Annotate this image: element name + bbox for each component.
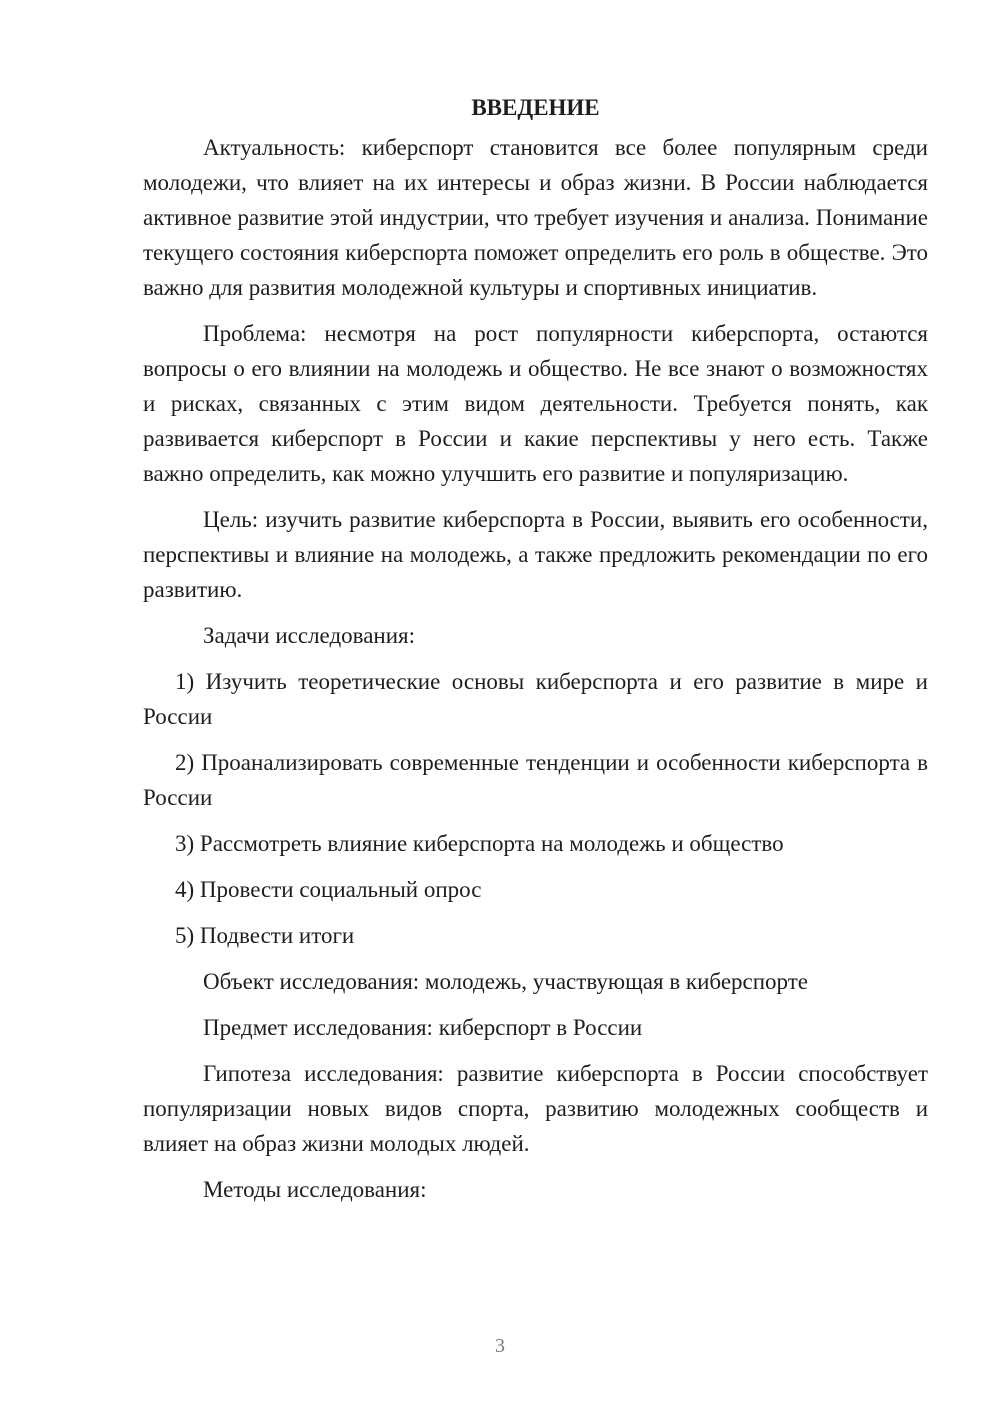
task-item-5: 5) Подвести итоги [175,923,355,948]
goal-paragraph: Цель: изучить развитие киберспорта в России, выявить его особенности, перспективы и влияние на молодежь, а также предложить рекомендации по его развитию. [143,507,928,602]
relevance-paragraph: Актуальность: киберспорт становится все более популярным среди молодежи, что влияет на их интересы и образ жизни. В России наблюдается активное развитие этой индустрии, что требует изучения и анализа. Понимание текущего состояния киберспорта поможет определить его роль в обществе. Это важно для развития молодежной культуры и спортивных инициатив. [143,135,928,300]
object-paragraph: Объект исследования: молодежь, участвующая в киберспорте [203,969,808,994]
tasks-title: Задачи исследования: [203,623,416,648]
subject-paragraph: Предмет исследования: киберспорт в России [203,1015,643,1040]
methods-paragraph: Методы исследования: [203,1177,427,1202]
task-item-4: 4) Провести социальный опрос [175,877,482,902]
document-page [143,90,928,1218]
section-heading: ВВЕДЕНИЕ [471,95,600,120]
hypothesis-paragraph: Гипотеза исследования: развитие киберспорта в России способствует популяризации новых видов спорта, развитию молодежных сообществ и влияет на образ жизни молодых людей. [143,1061,928,1156]
task-item-1: 1) Изучить теоретические основы киберспорта и его развитие в мире и России [143,669,928,729]
task-item-2: 2) Проанализировать современные тенденции и особенности киберспорта в России [143,750,928,810]
page-number: 3 [495,1335,505,1357]
problem-paragraph: Проблема: несмотря на рост популярности киберспорта, остаются вопросы о его влиянии на молодежь и общество. Не все знают о возможностях и рисках, связанных с этим видом деятельности. Требуется понять, как развивается киберспорт в России и какие перспективы у него есть. Также важно определить, как можно улучшить его развитие и популяризацию. [143,321,928,486]
task-item-3: 3) Рассмотреть влияние киберспорта на молодежь и общество [175,831,784,856]
